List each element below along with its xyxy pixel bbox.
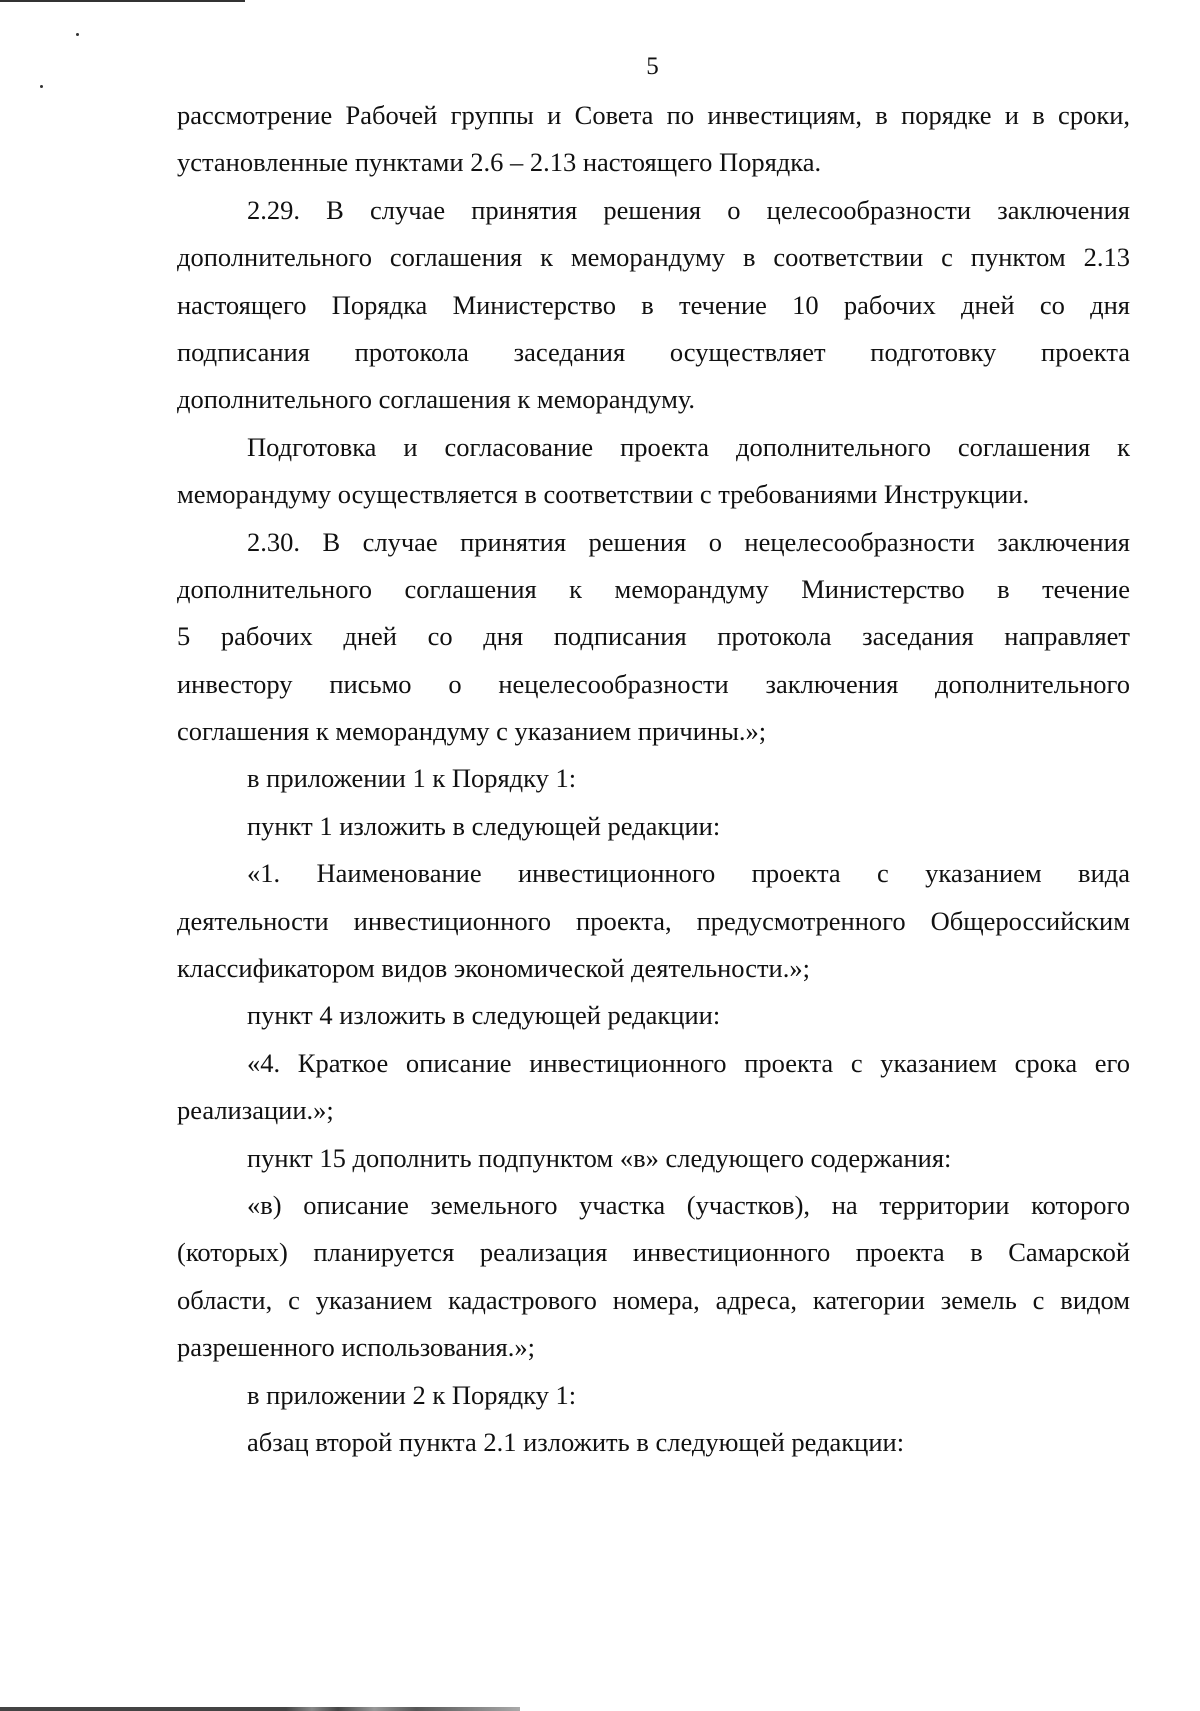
text-line: 2.30. В случае принятия решения о нецелесообразности заключения — [247, 526, 1130, 557]
text-line: настоящего Порядка Министерство в течение 10 рабочих дней со дня — [177, 289, 1130, 320]
scan-speck — [40, 85, 43, 88]
text-line: «4. Краткое описание инвестиционного проекта с указанием срока его — [247, 1047, 1130, 1078]
scan-edge-top — [0, 0, 245, 2]
scan-edge-bottom — [0, 1707, 520, 1711]
text-line: рассмотрение Рабочей группы и Совета по инвестициям, в порядке и в сроки, — [177, 100, 1130, 130]
text-line: подписания протокола заседания осуществляет подготовку проекта — [177, 336, 1130, 367]
text-line: пункт 15 дополнить подпунктом «в» следующего содержания: — [247, 1142, 952, 1173]
text-line: «в) описание земельного участка (участков), на территории которого — [247, 1189, 1130, 1220]
scan-speck — [76, 33, 79, 36]
text-line: Подготовка и согласование проекта дополнительного соглашения к — [247, 431, 1130, 462]
text-line: 5 рабочих дней со дня подписания протокола заседания направляет — [177, 621, 1130, 652]
document-body — [177, 92, 1130, 1466]
text-line: инвестору письмо о нецелесообразности заключения дополнительного — [177, 668, 1130, 699]
text-line: соглашения к меморандуму с указанием причины.»; — [177, 716, 767, 747]
text-line: дополнительного соглашения к меморандуму. — [177, 384, 696, 415]
text-line: 2.29. В случае принятия решения о целесообразности заключения — [247, 194, 1130, 225]
text-line: разрешенного использования.»; — [177, 1332, 535, 1363]
text-line: дополнительного соглашения к меморандуму в соответствии с пунктом 2.13 — [177, 242, 1130, 273]
text-line: «1. Наименование инвестиционного проекта с указанием вида — [247, 858, 1130, 889]
text-line: реализации.»; — [177, 1095, 334, 1126]
text-line: деятельности инвестиционного проекта, предусмотренного Общероссийским — [177, 905, 1130, 936]
text-line: абзац второй пункта 2.1 изложить в следующей редакции: — [247, 1426, 905, 1457]
text-line: пункт 4 изложить в следующей редакции: — [247, 1000, 721, 1031]
text-line: классификатором видов экономической деятельности.»; — [177, 953, 810, 984]
text-line: пункт 1 изложить в следующей редакции: — [247, 810, 721, 841]
text-line: области, с указанием кадастрового номера, адреса, категории земель с видом — [177, 1284, 1130, 1315]
text-line: дополнительного соглашения к меморандуму Министерство в течение — [177, 573, 1130, 604]
text-line: в приложении 1 к Порядку 1: — [247, 763, 577, 794]
text-line: меморандуму осуществляется в соответствии с требованиями Инструкции. — [177, 479, 1030, 510]
text-line: в приложении 2 к Порядку 1: — [247, 1379, 577, 1410]
page-number: 5 — [646, 53, 659, 80]
text-line: установленные пунктами 2.6 – 2.13 настоящего Порядка. — [177, 147, 822, 178]
text-line: (которых) планируется реализация инвестиционного проекта в Самарской — [177, 1237, 1130, 1268]
